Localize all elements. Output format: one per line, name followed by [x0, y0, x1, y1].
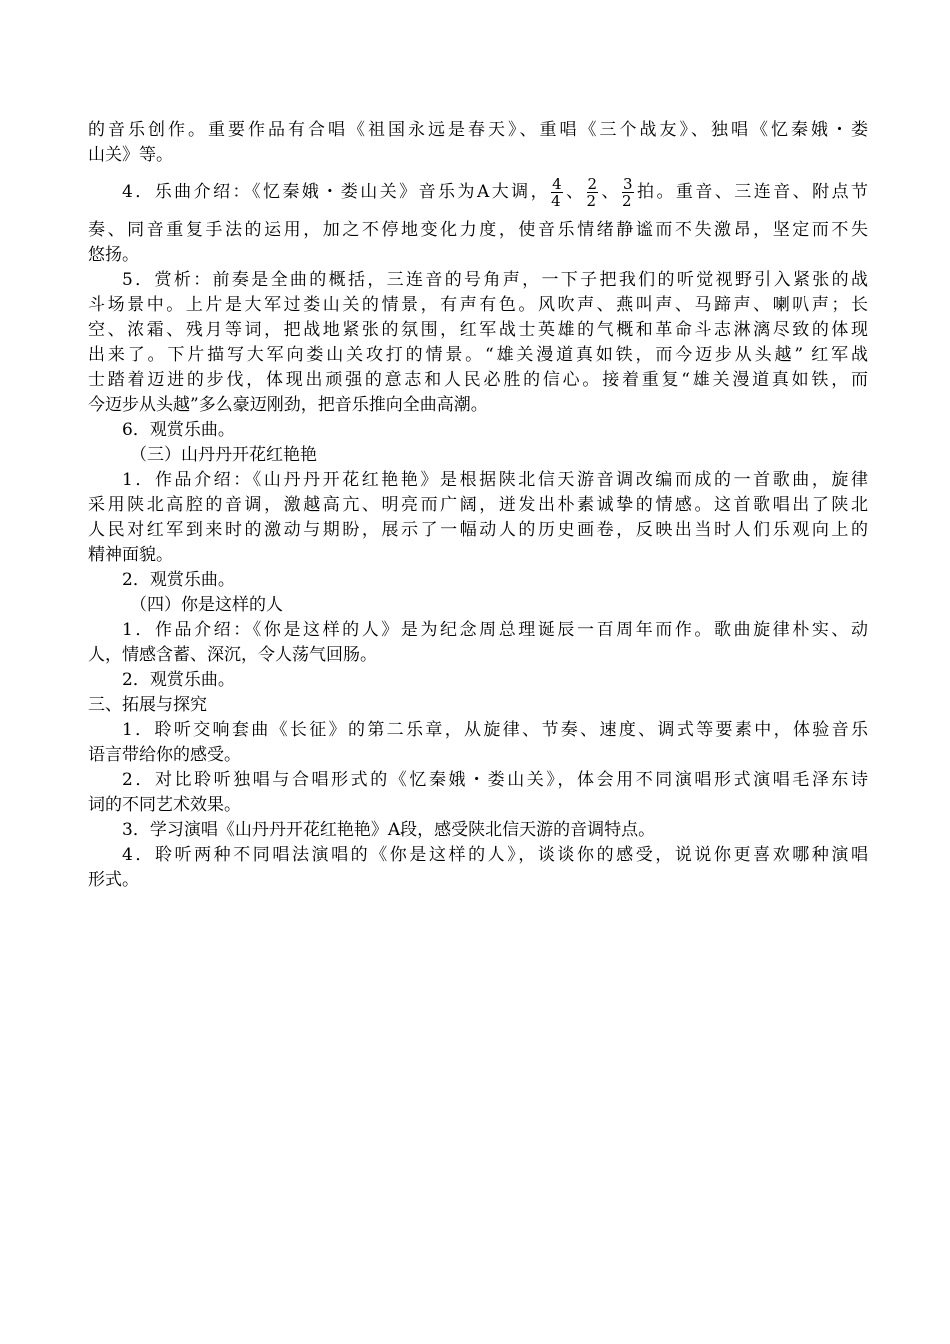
paragraph-line: 6．观赏乐曲。 — [122, 420, 235, 440]
paragraph-line: 采用陕北高腔的音调，激越高亢、明亮而广阔，迸发出朴素诚挚的情感。这首歌唱出了陕北 — [88, 495, 868, 515]
paragraph-text: 4．乐曲介绍：《忆秦娥・娄山关》音乐为A大调， — [122, 182, 551, 202]
paragraph-line: 今迈步从头越”多么豪迈刚劲，把音乐推向全曲高潮。 — [88, 395, 488, 415]
paragraph-line: 悠扬。 — [88, 245, 139, 265]
paragraph-line: 1．作品介绍：《山丹丹开花红艳艳》是根据陕北信天游音调改编而成的一首歌曲，旋律 — [122, 470, 868, 490]
section-heading: （三）山丹丹开花红艳艳 — [130, 445, 317, 465]
paragraph-line: 5．赏析：前奏是全曲的概括，三连音的号角声，一下子把我们的听觉视野引入紧张的战 — [122, 270, 868, 290]
paragraph-line: 士踏着迈进的步伐，体现出顽强的意志和人民必胜的信心。接着重复“雄关漫道真如铁，而 — [88, 370, 868, 390]
paragraph-line: 4．聆听两种不同唱法演唱的《你是这样的人》，谈谈你的感受，说说你更喜欢哪种演唱 — [122, 845, 868, 865]
time-signature-line — [122, 176, 868, 209]
paragraph-line: 形式。 — [88, 870, 139, 890]
paragraph-line: 出来了。下片描写大军向娄山关攻打的情景。“雄关漫道真如铁，而今迈步从头越” 红军战 — [88, 345, 868, 365]
paragraph-line: 2．观赏乐曲。 — [122, 570, 235, 590]
separator: 、 — [563, 182, 586, 202]
paragraph-line: 精神面貌。 — [88, 545, 173, 565]
section-heading: 三、拓展与探究 — [88, 695, 207, 715]
paragraph-line: 空、浓霜、残月等词，把战地紧张的氛围，红军战士英雄的气概和革命斗志淋漓尽致的体现 — [88, 320, 868, 340]
paragraph-line: 2．对比聆听独唱与合唱形式的《忆秦娥・娄山关》，体会用不同演唱形式演唱毛泽东诗 — [122, 770, 868, 790]
paragraph-line: 2．观赏乐曲。 — [122, 670, 235, 690]
time-signature-4-4: $\frac{4}{4}$ — [551, 175, 562, 210]
section-heading: （四）你是这样的人 — [130, 595, 283, 615]
paragraph-line: 人，情感含蓄、深沉，令人荡气回肠。 — [88, 645, 377, 665]
paragraph-line: 奏、同音重复手法的运用，加之不停地变化力度，使音乐情绪静谧而不失激昂，坚定而不失 — [88, 220, 868, 240]
paragraph-line: 人民对红军到来时的激动与期盼，展示了一幅动人的历史画卷，反映出当时人们乐观向上的 — [88, 520, 868, 540]
paragraph-line: 斗场景中。上片是大军过娄山关的情景，有声有色。风吹声、燕叫声、马蹄声、喇叭声；长 — [88, 295, 868, 315]
paragraph-line: 3．学习演唱《山丹丹开花红艳艳》A段，感受陕北信天游的音调特点。 — [122, 820, 656, 840]
paragraph-line: 1．聆听交响套曲《长征》的第二乐章，从旋律、节奏、速度、调式等要素中，体验音乐 — [122, 720, 868, 740]
paragraph-line: 的音乐创作。重要作品有合唱《祖国永远是春天》、重唱《三个战友》、独唱《忆秦娥・娄 — [88, 120, 868, 140]
paragraph-line: 词的不同艺术效果。 — [88, 795, 241, 815]
paragraph-line: 1．作品介绍：《你是这样的人》是为纪念周总理诞辰一百周年而作。歌曲旋律朴实、动 — [122, 620, 868, 640]
time-signature-2-2: $\frac{2}{2}$ — [586, 175, 598, 210]
separator: 、 — [599, 182, 622, 202]
time-signature-3-2: $\frac{3}{2}$ — [622, 175, 633, 210]
paragraph-line: 山关》等。 — [88, 145, 173, 165]
paragraph-line: 语言带给你的感受。 — [88, 745, 241, 765]
paragraph-text: 拍。重音、三连音、附点节 — [634, 182, 869, 202]
